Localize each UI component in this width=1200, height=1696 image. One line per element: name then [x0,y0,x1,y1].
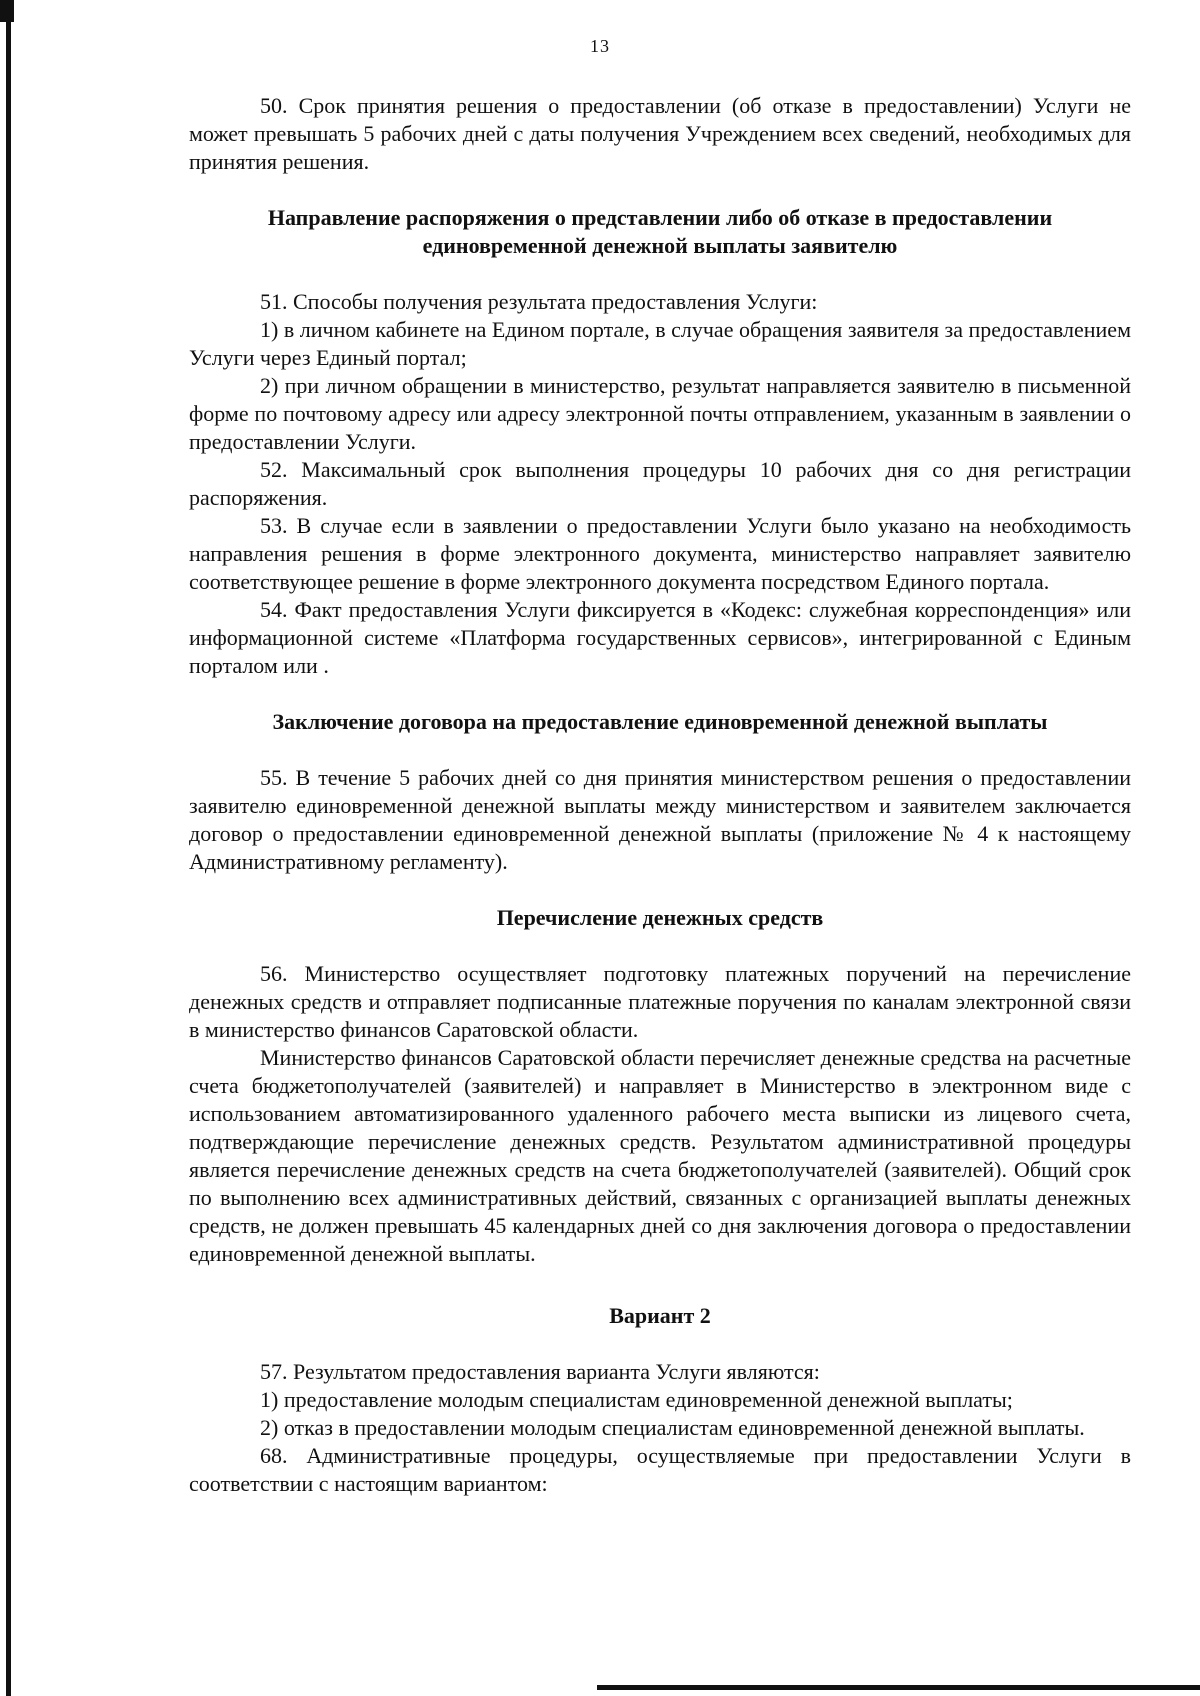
paragraph-57: 57. Результатом предоставления варианта Услуги являются: [260,1359,820,1384]
scan-left-edge [6,0,11,1696]
paragraph-50: 50. Срок принятия решения о предоставлении (об отказе в предоставлении) Услуги не может превышать 5 рабочих дней с даты получения Учреждением всех сведений, необходимых для принятия решения. [189,93,1131,174]
document-body [189,92,1131,1498]
paragraph-56: 56. Министерство осуществляет подготовку платежных поручений на перечисление денежных средств и отправляет подписанные платежные поручения по каналам электронной связи в министерство финансов Саратовской области. [189,961,1131,1042]
heading-transfer: Перечисление денежных средств [496,905,824,930]
heading-direction: Направление распоряжения о представлении либо об отказе в предоставлении единовременной денежной выплаты заявителю [267,205,1053,258]
paragraph-51-item-1: 1) в личном кабинете на Едином портале, в случае обращения заявителя за предоставлением Услуги через Единый портал; [189,317,1131,370]
paragraph-53: 53. В случае если в заявлении о предоставлении Услуги было указано на необходимость направления решения в форме электронного документа, министерство направляет заявителю соответствующее решение в форме электронного документа посредством Единого портала. [189,513,1131,594]
scan-bottom-bar [597,1685,1200,1690]
paragraph-51: 51. Способы получения результата предоставления Услуги: [260,289,818,314]
paragraph-57-item-2: 2) отказ в предоставлении молодым специалистам единовременной денежной выплаты. [260,1415,1085,1440]
paragraph-57-item-1: 1) предоставление молодым специалистам единовременной денежной выплаты; [260,1387,1013,1412]
paragraph-56-continuation: Министерство финансов Саратовской области перечисляет денежные средства на расчетные счета бюджетополучателей (заявителей) и направляет в Министерство в электронном виде с использованием автоматизированного удаленного рабочего места выписки из лицевого счета, подтверждающие перечисление денежных средств. Результатом административной процедуры является перечисление денежных средств на счета бюджетополучателей (заявителей). Общий срок по выполнению всех административных действий, связанных с организацией выплаты денежных средств, не должен превышать 45 календарных дней со дня заключения договора о предоставлении единовременной денежной выплаты. [189,1045,1131,1266]
paragraph-55: 55. В течение 5 рабочих дней со дня принятия министерством решения о предоставлении заявителю единовременной денежной выплаты между министерством и заявителем заключается договор о предоставлении единовременной денежной выплаты (приложение № 4 к настоящему Административному регламенту). [189,765,1131,874]
scan-left-edge-notch [0,0,14,22]
heading-contract: Заключение договора на предоставление единовременной денежной выплаты [272,709,1048,734]
paragraph-54: 54. Факт предоставления Услуги фиксируется в «Кодекс: служебная корреспонденция» или информационной системе «Платформа государственных сервисов», интегрированной с Единым порталом или . [189,597,1131,678]
paragraph-68: 68. Административные процедуры, осуществляемые при предоставлении Услуги в соответствии с настоящим вариантом: [189,1443,1131,1496]
paragraph-52: 52. Максимальный срок выполнения процедуры 10 рабочих дня со дня регистрации распоряжения. [189,457,1131,510]
paragraph-51-item-2: 2) при личном обращении в министерство, результат направляется заявителю в письменной форме по почтовому адресу или адресу электронной почты отправлением, указанным в заявлении о предоставлении Услуги. [189,373,1131,454]
page-number: 13 [590,36,610,56]
heading-variant-2: Вариант 2 [609,1303,711,1328]
